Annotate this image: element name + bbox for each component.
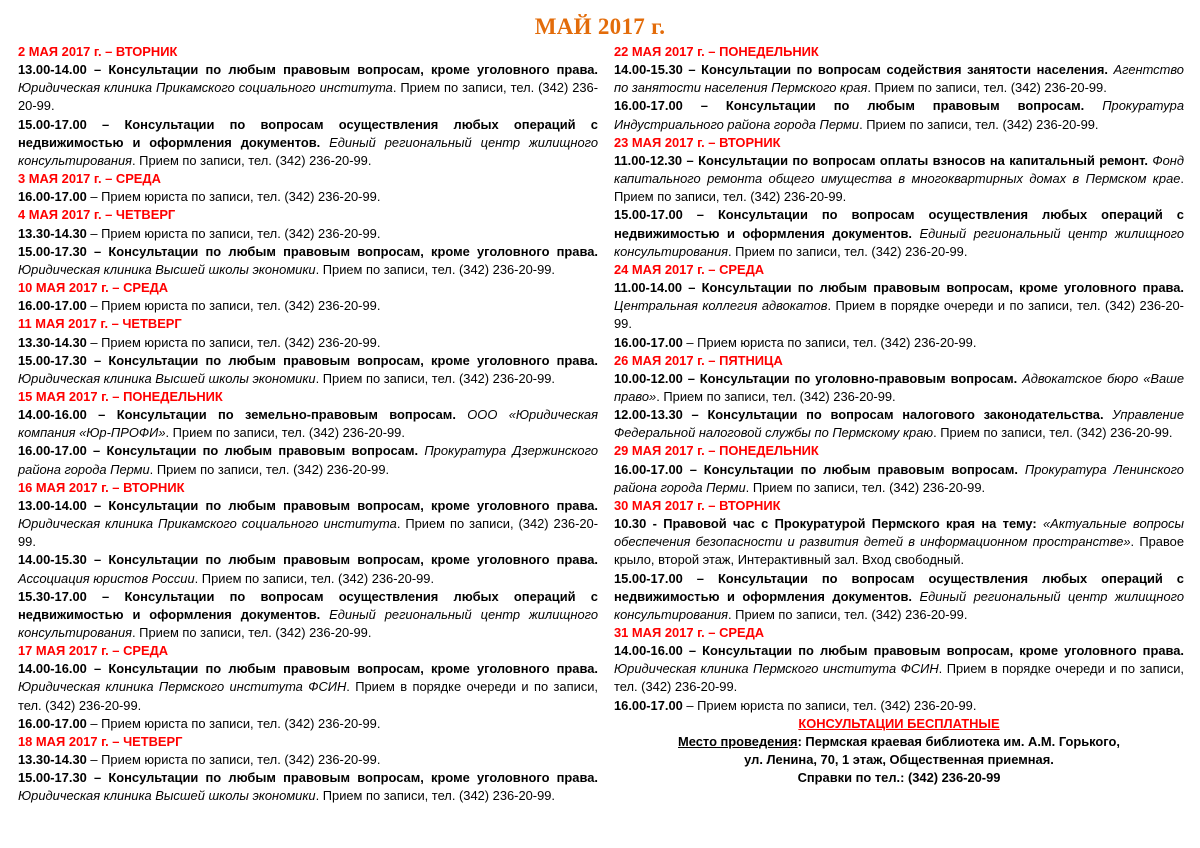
day-block [18, 43, 598, 170]
entry-time: 14.00-16.00 [18, 661, 87, 677]
schedule-entry [18, 334, 598, 352]
entry-text: – Прием юриста по записи, тел. (342) 236-20-99. [682, 334, 977, 350]
entry-dash: – [682, 98, 726, 114]
entry-dash: – [86, 352, 109, 368]
entry-time: 14.00-15.30 [614, 62, 683, 78]
entry-time: 11.00-12.30 [614, 152, 683, 168]
schedule-entry [18, 243, 598, 279]
entry-topic: Консультации по вопросам осуществления любых операций с недвижимостью и оформления документов. [18, 588, 598, 622]
entry-time: 15.00-17.30 [18, 243, 87, 259]
entry-topic: Консультации по любым правовым вопросам, кроме уголовного права. [702, 643, 1184, 659]
day-block [18, 733, 598, 806]
entry-dash: – [86, 443, 107, 459]
entry-dash: – [682, 570, 718, 586]
entry-organization: Юридическая клиника Прикамского социального института [18, 516, 397, 532]
day-date: 11 МАЯ 2017 г. – ЧЕТВЕРГ [18, 316, 182, 332]
schedule-entry [18, 769, 598, 805]
entry-dash: – [682, 152, 699, 168]
day-block [614, 134, 1184, 261]
day-block [614, 624, 1184, 715]
entry-topic: Консультации по любым правовым вопросам. [725, 98, 1085, 114]
schedule-entry [614, 334, 1184, 352]
entry-organization: Прокуратура Ленинского района города Перми [614, 461, 1184, 495]
day-block [614, 442, 1184, 496]
day-date: 15 МАЯ 2017 г. – ПОНЕДЕЛЬНИК [18, 388, 223, 404]
entry-organization: Ассоциация юристов России [18, 570, 195, 586]
schedule-right-column [614, 43, 1184, 787]
entry-time: 16.00-17.00 [18, 189, 87, 205]
entry-dash: – [682, 407, 708, 423]
day-block [18, 388, 598, 479]
schedule-entry [614, 642, 1184, 696]
schedule-entry [18, 406, 598, 442]
entry-organization: Адвокатское бюро «Ваше право» [614, 370, 1184, 404]
entry-appointment: . Прием по записи, тел. (342) 236-20-99. [933, 425, 1173, 441]
schedule-entry [18, 588, 598, 642]
entry-organization: Единый региональный центр жилищного консультирования [614, 225, 1185, 259]
entry-appointment: . Прием по записи, тел. (342) 236-20-99. [745, 479, 986, 495]
entry-organization: Юридическая клиника Высшей школы экономики [18, 788, 316, 804]
entry-appointment: . Прием по записи, тел. (342) 236-20-99. [315, 788, 556, 804]
entry-organization: Единый региональный центр жилищного консультирования [18, 134, 598, 168]
entry-time: 11.00-14.00 [614, 280, 683, 296]
free-consultations-notice: КОНСУЛЬТАЦИИ БЕСПЛАТНЫЕ [798, 715, 1000, 731]
day-block [18, 279, 598, 315]
entry-time: 15.00-17.00 [18, 116, 87, 132]
day-block [18, 206, 598, 279]
entry-time: 15.00-17.00 [614, 207, 683, 223]
entry-topic: Консультации по вопросам осуществления любых операций с недвижимостью и оформления документов. [614, 207, 1184, 241]
entry-time: 14.00-16.00 [614, 643, 683, 659]
day-date: 16 МАЯ 2017 г. – ВТОРНИК [18, 479, 185, 495]
entry-topic: Консультации по уголовно-правовым вопросам. [699, 370, 1018, 386]
day-block [614, 352, 1184, 443]
schedule-entry [614, 152, 1184, 206]
entry-topic: Консультации по вопросам осуществления любых операций с недвижимостью и оформления документов. [614, 570, 1184, 604]
entry-dash: – [86, 588, 125, 604]
venue-label: Место проведения [678, 733, 798, 749]
day-date: 29 МАЯ 2017 г. – ПОНЕДЕЛЬНИК [614, 443, 819, 459]
day-block [18, 315, 598, 388]
entry-time: 13.00-14.00 [18, 497, 87, 513]
schedule-entry [614, 279, 1184, 333]
entry-time: 13.30-14.30 [18, 225, 87, 241]
footer [614, 715, 1184, 788]
day-block [614, 261, 1184, 352]
entry-time: 16.00-17.00 [614, 334, 683, 350]
day-date: 10 МАЯ 2017 г. – СРЕДА [18, 280, 169, 296]
entry-time: 12.00-13.30 [614, 407, 683, 423]
day-date: 18 МАЯ 2017 г. – ЧЕТВЕРГ [18, 733, 183, 749]
entry-time: 16.00-17.00 [614, 697, 683, 713]
entry-dash: – [86, 243, 109, 259]
entry-organization: Юридическая клиника Пермского института ФСИН [18, 679, 347, 695]
entry-appointment: . Прием по записи, тел. (342) 236-20-99. [728, 606, 968, 622]
entry-text: – Прием юриста по записи, тел. (342) 236-20-99. [86, 225, 381, 241]
entry-dash: – [682, 461, 704, 477]
entry-organization: Агентство по занятости населения Пермского края [614, 62, 1184, 96]
entry-organization: Юридическая клиника Высшей школы экономики [18, 261, 316, 277]
entry-dash: – [86, 407, 117, 423]
entry-organization: Юридическая клиника Пермского института ФСИН [614, 661, 939, 677]
entry-time: 15.00-17.30 [18, 352, 87, 368]
entry-time: 15.00-17.30 [18, 770, 87, 786]
schedule-entry [18, 61, 598, 115]
day-date: 4 МАЯ 2017 г. – ЧЕТВЕРГ [18, 207, 176, 223]
entry-text: – Прием юриста по записи, тел. (342) 236-20-99. [86, 715, 381, 731]
entry-appointment: . Прием в порядке очереди и по записи, тел. (342) 236-20-99. [614, 661, 1184, 695]
entry-appointment: . Правое крыло, второй этаж, Интерактивный зал. Вход свободный. [614, 534, 1184, 568]
entry-topic: Консультации по любым правовым вопросам. [703, 461, 1018, 477]
day-date: 22 МАЯ 2017 г. – ПОНЕДЕЛЬНИК [614, 44, 819, 59]
entry-appointment: . Прием по записи, тел. (342) 236-20-99. [132, 152, 372, 168]
entry-appointment: . Прием по записи, тел. (342) 236-20-99. [728, 243, 968, 259]
entry-appointment: . Прием по записи, (342) 236-20-99. [18, 516, 598, 550]
day-date: 23 МАЯ 2017 г. – ВТОРНИК [614, 134, 781, 150]
entry-appointment: . Прием по записи, тел. (342) 236-20-99. [859, 116, 1099, 132]
schedule-entry [614, 206, 1184, 260]
day-block [18, 479, 598, 642]
entry-dash: – [86, 116, 125, 132]
entry-dash: – [86, 770, 109, 786]
entry-topic: - Правовой час с Прокуратурой Пермского края на тему: [646, 516, 1037, 532]
schedule-entry [614, 515, 1184, 569]
schedule-entry [18, 225, 598, 243]
entry-appointment: . Прием по записи, тел. (342) 236-20-99. [149, 461, 390, 477]
entry-organization: Единый региональный центр жилищного консультирования [18, 606, 598, 640]
schedule-entry [18, 751, 598, 769]
entry-organization: Единый региональный центр жилищного консультирования [614, 588, 1185, 622]
day-block [18, 642, 598, 733]
entry-time: 13.00-14.00 [18, 62, 87, 78]
entry-text: – Прием юриста по записи, тел. (342) 236-20-99. [86, 334, 381, 350]
entry-appointment: . Прием в порядке очереди и по записи, тел. (342) 236-20-99. [614, 298, 1184, 332]
entry-appointment: . Прием по записи, тел. (342) 236-20-99. [18, 80, 598, 114]
info-phone-line: Справки по тел.: (342) 236-20-99 [797, 770, 1001, 786]
entry-organization: Управление Федеральной налоговой службы по Пермскому краю [614, 407, 1184, 441]
entry-dash: – [682, 643, 703, 659]
entry-time: 10.30 [614, 516, 647, 532]
schedule-entry [614, 461, 1184, 497]
schedule-entry [614, 406, 1184, 442]
entry-topic: Консультации по вопросам содействия занятости населения. [701, 62, 1108, 78]
entry-dash: – [682, 370, 700, 386]
entry-dash: – [682, 280, 702, 296]
entry-topic: Консультации по любым правовым вопросам, кроме уголовного права. [108, 661, 598, 677]
entry-text: – Прием юриста по записи, тел. (342) 236-20-99. [86, 752, 381, 768]
entry-organization: Юридическая клиника Высшей школы экономики [18, 370, 316, 386]
entry-time: 14.00-16.00 [18, 407, 87, 423]
entry-text: – Прием юриста по записи, тел. (342) 236-20-99. [86, 189, 381, 205]
entry-organization: Прокуратура Дзержинского района города Перми [18, 443, 598, 477]
schedule-entry [614, 697, 1184, 715]
day-date: 3 МАЯ 2017 г. – СРЕДА [18, 171, 161, 187]
entry-time: 13.30-14.30 [18, 752, 87, 768]
entry-topic: Консультации по вопросам оплаты взносов на капитальный ремонт. [698, 152, 1148, 168]
schedule-entry [614, 61, 1184, 97]
entry-dash: – [682, 62, 702, 78]
entry-time: 13.30-14.30 [18, 334, 87, 350]
entry-organization: Прокуратура Индустриального района города Перми [614, 98, 1184, 132]
entry-time: 16.00-17.00 [614, 98, 683, 114]
entry-appointment: . Прием по записи, тел. (342) 236-20-99. [315, 370, 556, 386]
entry-dash: – [86, 552, 109, 568]
entry-topic: Консультации по вопросам осуществления любых операций с недвижимостью и оформления документов. [18, 116, 598, 150]
day-date: 31 МАЯ 2017 г. – СРЕДА [614, 625, 765, 640]
schedule-entry [18, 660, 598, 714]
entry-topic: Консультации по любым правовым вопросам, кроме уголовного права. [108, 497, 598, 513]
schedule-entry [18, 297, 598, 315]
schedule-entry [18, 497, 598, 551]
schedule-entry [18, 442, 598, 478]
entry-dash: – [86, 497, 109, 513]
entry-appointment: . Прием по записи, тел. (342) 236-20-99. [614, 171, 1184, 205]
venue-text: : Пермская краевая библиотека им. А.М. Горького, [797, 733, 1120, 749]
schedule-entry [614, 370, 1184, 406]
entry-time: 16.00-17.00 [18, 298, 87, 314]
schedule-left-column [18, 43, 598, 806]
entry-dash: – [682, 207, 718, 223]
schedule-entry [18, 551, 598, 587]
entry-appointment: . Прием по записи, тел. (342) 236-20-99. [194, 570, 435, 586]
entry-organization: Центральная коллегия адвокатов [614, 298, 828, 314]
venue-line [614, 733, 1184, 751]
schedule-days [614, 43, 1184, 715]
day-date: 17 МАЯ 2017 г. – СРЕДА [18, 643, 169, 659]
schedule-entry [18, 352, 598, 388]
day-block [18, 170, 598, 206]
schedule-entry [614, 570, 1184, 624]
entry-organization: Юридическая клиника Прикамского социального института [18, 80, 393, 96]
entry-topic: Консультации по любым правовым вопросам. [106, 443, 419, 459]
entry-appointment: . Прием в порядке очереди и по записи, тел. (342) 236-20-99. [18, 679, 598, 713]
schedule-entry [18, 715, 598, 733]
entry-organization: ООО «Юридическая компания «Юр-ПРОФИ» [18, 407, 598, 441]
entry-organization: «Актуальные вопросы обеспечения безопасности и развития детей в информационном пространстве» [614, 516, 1184, 550]
entry-appointment: . Прием по записи, тел. (342) 236-20-99. [656, 388, 896, 404]
schedule-entry [18, 188, 598, 206]
entry-text: – Прием юриста по записи, тел. (342) 236-20-99. [86, 298, 381, 314]
entry-topic: Консультации по любым правовым вопросам, кроме уголовного права. [108, 243, 598, 259]
schedule-entry [18, 116, 598, 170]
entry-appointment: . Прием по записи, тел. (342) 236-20-99. [315, 261, 556, 277]
entry-time: 16.00-17.00 [614, 461, 683, 477]
entry-topic: Консультации по земельно-правовым вопросам. [116, 407, 456, 423]
entry-time: 15.00-17.00 [614, 570, 683, 586]
entry-appointment: . Прием по записи, тел. (342) 236-20-99. [165, 425, 405, 441]
entry-topic: Консультации по любым правовым вопросам, кроме уголовного права. [108, 770, 598, 786]
entry-time: 16.00-17.00 [18, 715, 87, 731]
entry-text: – Прием юриста по записи, тел. (342) 236-20-99. [682, 697, 977, 713]
entry-dash: – [86, 661, 109, 677]
entry-topic: Консультации по любым правовым вопросам, кроме уголовного права. [701, 280, 1184, 296]
page-title: МАЙ 2017 г. [534, 14, 666, 39]
entry-time: 16.00-17.00 [18, 443, 87, 459]
entry-dash: – [86, 62, 109, 78]
entry-topic: Консультации по вопросам налогового законодательства. [707, 407, 1104, 423]
entry-time: 14.00-15.30 [18, 552, 87, 568]
entry-organization: Фонд капитального ремонта общего имущества в многоквартирных домах в Пермском крае [614, 152, 1184, 187]
day-block [614, 43, 1184, 134]
schedule-entry [614, 97, 1184, 133]
day-date: 30 МАЯ 2017 г. – ВТОРНИК [614, 497, 781, 513]
entry-appointment: . Прием по записи, тел. (342) 236-20-99. [867, 80, 1107, 96]
address-line: ул. Ленина, 70, 1 этаж, Общественная приемная. [744, 752, 1054, 768]
day-block [614, 497, 1184, 624]
entry-appointment: . Прием по записи, тел. (342) 236-20-99. [132, 625, 372, 640]
entry-topic: Консультации по любым правовым вопросам, кроме уголовного права. [108, 62, 598, 78]
entry-time: 10.00-12.00 [614, 370, 683, 386]
day-date: 24 МАЯ 2017 г. – СРЕДА [614, 261, 765, 277]
entry-topic: Консультации по любым правовым вопросам, кроме уголовного права. [108, 352, 598, 368]
entry-time: 15.30-17.00 [18, 588, 87, 604]
day-date: 2 МАЯ 2017 г. – ВТОРНИК [18, 44, 178, 59]
entry-topic: Консультации по любым правовым вопросам, кроме уголовного права. [108, 552, 598, 568]
day-date: 26 МАЯ 2017 г. – ПЯТНИЦА [614, 352, 783, 368]
